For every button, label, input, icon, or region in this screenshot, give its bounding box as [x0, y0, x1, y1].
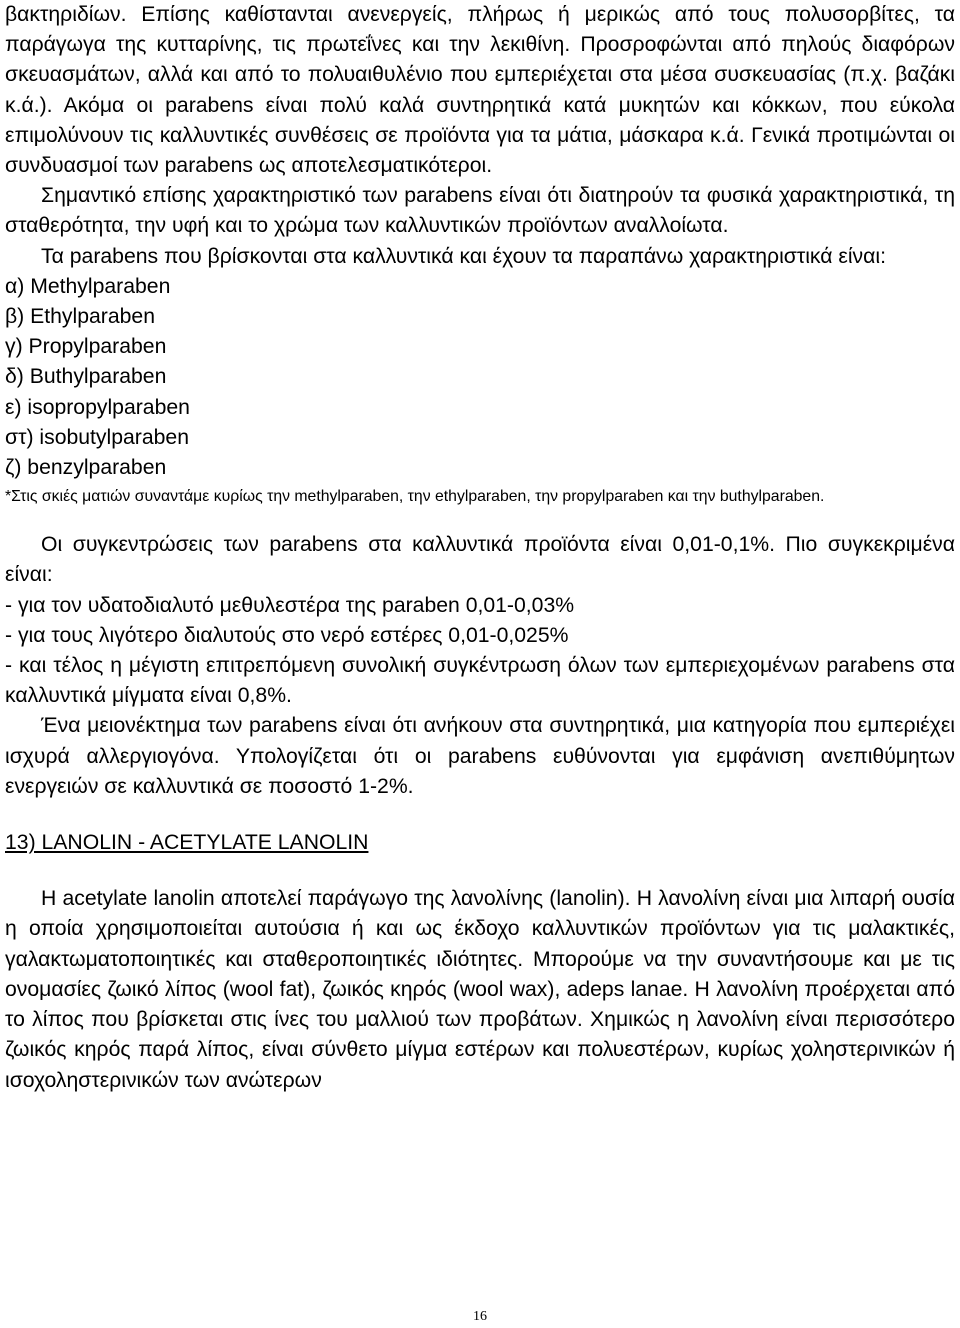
- concentration-item-maximum: - και τέλος η μέγιστη επιτρεπόμενη συνολική συγκέντρωση όλων των εμπεριεχομένων parabens στα καλλυντικά μίγματα είναι 0,8%.: [5, 654, 955, 708]
- spacer: [5, 802, 955, 828]
- spacer: [5, 858, 955, 884]
- list-item: ζ) benzylparaben: [5, 456, 167, 480]
- list-item: α) Methylparaben: [5, 274, 171, 298]
- concentration-item-water-soluble: - για τον υδατοδιαλυτό μεθυλεστέρα της paraben 0,01-0,03%: [5, 593, 575, 617]
- paragraph-parabens-properties: Σημαντικό επίσης χαρακτηριστικό των parabens είναι ότι διατηρούν τα φυσικά χαρακτηριστικά, τη σταθερότητα, την υφή και το χρώμα των καλλυντικών προϊόντων αναλλοίωτα.: [5, 184, 955, 238]
- list-item: ε) isopropylparaben: [5, 395, 190, 419]
- paragraph-lanolin: Η acetylate lanolin αποτελεί παράγωγο της λανολίνης (lanolin). Η λανολίνη είναι μια λιπαρή ουσία η οποία χρησιμοποιείται αυτούσια ή και ως έκδοχο καλλυντικών προϊόντων για τις μαλακτικές, γαλακτωματοποιητικές και σταθεροποιητικές ιδιότητες. Μπορούμε να την συναντήσουμε και με τις ονομασίες ζωικό λίπος (wool fat), ζωικός κηρός (wool wax), adeps lanae. Η λανολίνη προέρχεται από το λίπος που βρίσκεται στις ίνες του μαλλιού των προβάτων. Χημικώς η λανολίνη είναι περισσότερο ζωικός κηρός παρά λίπος, είναι σύνθετο μίγμα εστέρων και πολυεστέρων, κυρίως χοληστερινικών ή ισοχοληστερινικών των ανώτερων: [5, 887, 955, 1092]
- paragraph-concentrations: Οι συγκεντρώσεις των parabens στα καλλυντικά προϊόντα είναι 0,01-0,1%. Πιο συγκεκριμένα είναι:: [5, 533, 955, 587]
- parabens-list: [5, 272, 955, 483]
- paragraph-parabens-list-intro: Τα parabens που βρίσκονται στα καλλυντικά και έχουν τα παραπάνω χαρακτηριστικά είναι:: [41, 244, 886, 268]
- list-item: γ) Propylparaben: [5, 335, 167, 359]
- page-number: 16: [473, 1309, 487, 1324]
- list-item: στ) isobutylparaben: [5, 425, 189, 449]
- list-item: δ) Buthylparaben: [5, 365, 167, 389]
- list-item: β) Ethylparaben: [5, 305, 155, 329]
- paragraph-parabens-inactivation: βακτηριδίων. Επίσης καθίστανται ανενεργείς, πλήρως ή μερικώς από τους πολυσορβίτες, τα παράγωγα της κυτταρίνης, τις πρωτεΐνες και την λεκιθίνη. Προσροφώνται από πηλούς διαφόρων σκευασμάτων, αλλά και από το πολυαιθυλένιο που εμπεριέχεται στα μέσα συσκευασίας (π.χ. βαζάκι κ.ά.). Ακόμα οι parabens είναι πολύ καλά συντηρητικά κατά μυκητών και κόκκων, που εύκολα επιμολύνουν τις καλλυντικές συνθέσεις σε προϊόντα για τα μάτια, μάσκαρα κ.ά. Γενικά προτιμώνται οι συνδυασμοί των parabens ως αποτελεσματικότεροι.: [5, 3, 955, 178]
- section-heading-lanolin: 13) LANOLIN - ACETYLATE LANOLIN: [5, 831, 369, 855]
- concentration-item-less-soluble: - για τους λιγότερο διαλυτούς στο νερό εστέρες 0,01-0,025%: [5, 623, 569, 647]
- document-body: [5, 0, 955, 1096]
- eye-shadow-note: *Στις σκιές ματιών συναντάμε κυρίως την methylparaben, την ethylparaben, την propylparaben και την buthylparaben.: [5, 488, 825, 506]
- spacer: [5, 510, 955, 530]
- paragraph-disadvantage: Ένα μειονέκτημα των parabens είναι ότι ανήκουν στα συντηρητικά, μια κατηγορία που εμπεριέχει ισχυρά αλλεργιογόνα. Υπολογίζεται ότι οι parabens ευθύνονται για εμφάνιση ανεπιθύμητων ενεργειών σε καλλυντικά σε ποσοστό 1-2%.: [5, 714, 955, 798]
